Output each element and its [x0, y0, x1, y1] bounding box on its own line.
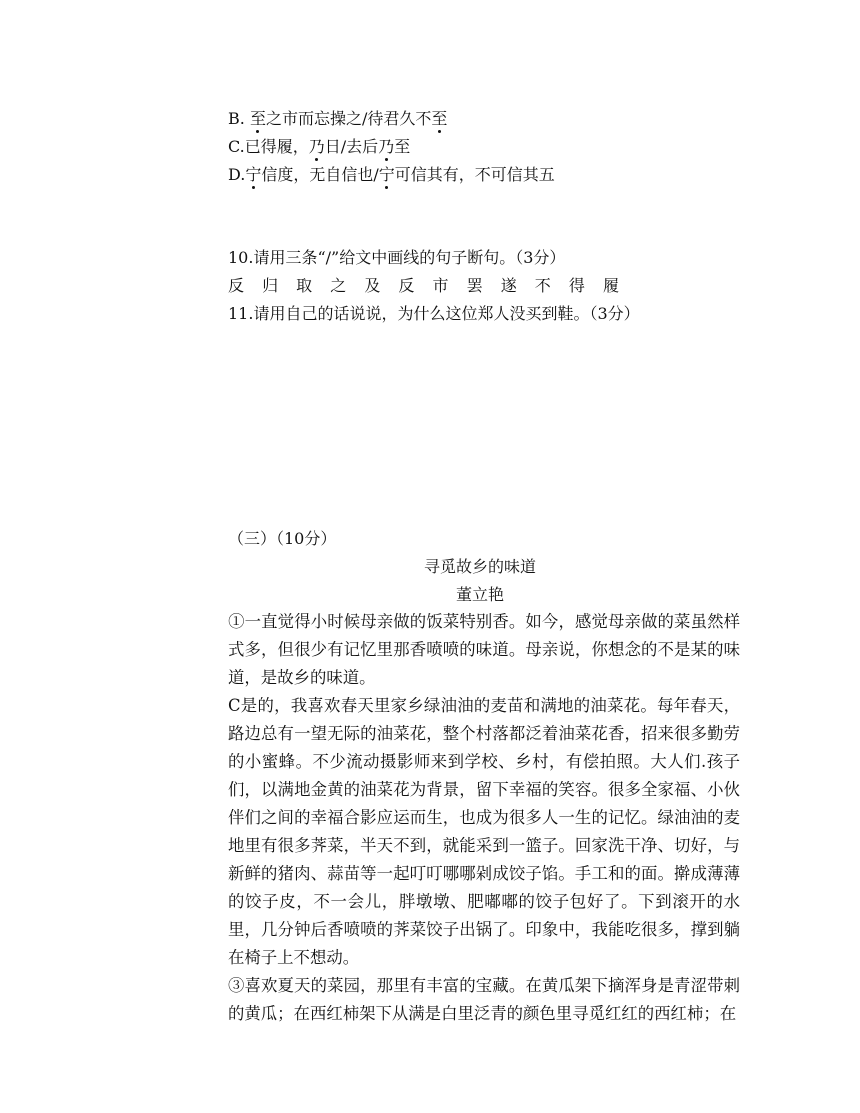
question-11-label: 11.请用自己的话说说，为什么这位郑人没买到鞋。（3分） — [228, 304, 640, 323]
option-d-suffix: 可信其有，不可信其五 — [394, 165, 555, 184]
option-b — [228, 109, 447, 129]
question-10-label: 10.请用三条“/”给文中画线的句子断句。（3分） — [228, 248, 566, 267]
article-title: 寻觅故乡的味道 — [423, 557, 536, 576]
dotted-char: 宁 — [245, 165, 262, 184]
article-author: 董立艳 — [455, 585, 504, 604]
option-c — [228, 137, 410, 157]
question-10-sentence: 反 归 取 之 及 反 市 罢 遂 不 得 履 — [228, 276, 626, 295]
paragraph-1 — [228, 608, 740, 692]
paragraph-2 — [228, 692, 740, 972]
dotted-char: 宁 — [378, 165, 395, 184]
paragraph-3-text: ③喜欢夏天的菜园，那里有丰富的宝藏。在黄瓜架下摘浑身是青涩带刺的黄瓜；在西红柿架下从满是白里泛青的颜色里寻觅红红的西红柿；在 — [228, 976, 740, 1023]
section-heading: （三）（10分） — [228, 529, 337, 548]
paragraph-1-text: ①一直觉得小时候母亲做的饭菜特别香。如今，感觉母亲做的菜虽然样式多，但很少有记忆里那香喷喷的味道。母亲说，你想念的不是某的味道，是故乡的味道。 — [228, 612, 740, 687]
option-c-text: 日/去后 — [324, 137, 379, 156]
option-d-prefix: D. — [228, 165, 246, 184]
option-d — [228, 165, 555, 185]
option-c-prefix: C.已得履， — [228, 137, 309, 156]
dotted-char: 至 — [431, 109, 448, 128]
option-b-prefix: B. — [228, 109, 250, 128]
option-d-text: 信度，无自信也/ — [261, 165, 379, 184]
option-b-text: 之市而忘操之/待君久不 — [265, 109, 432, 128]
paragraph-2-text: C是的，我喜欢春天里家乡绿油油的麦苗和满地的油菜花。每年春天，路边总有一望无际的油菜花，整个村落都泛着油菜花香，招来很多勤劳的小蜜蜂。不少流动摄影师来到学校、乡村，有偿拍照。大人们.孩子们，以满地金黄的油菜花为背景，留下幸福的笑容。很多全家福、小伙伴们之间的幸福合影应运而生，也成为很多人一生的记忆。绿油油的麦地里有很多荠菜，半天不到，就能采到一篮子。回家洗干净、切好，与新鲜的猪肉、蒜苗等一起叮叮哪哪剁成饺子馅。手工和的面。擀成薄薄的饺子皮，不一会儿，胖墩墩、肥嘟嘟的饺子包好了。下到滚开的水里，几分钟后香喷喷的荠菜饺子出锅了。印象中，我能吃很多，撑到躺在椅子上不想动。 — [228, 696, 740, 967]
dotted-char: 至 — [249, 109, 266, 128]
paragraph-3 — [228, 972, 740, 1028]
dotted-char: 乃 — [378, 137, 395, 156]
dotted-char: 乃 — [308, 137, 325, 156]
option-c-suffix: 至 — [394, 137, 411, 156]
